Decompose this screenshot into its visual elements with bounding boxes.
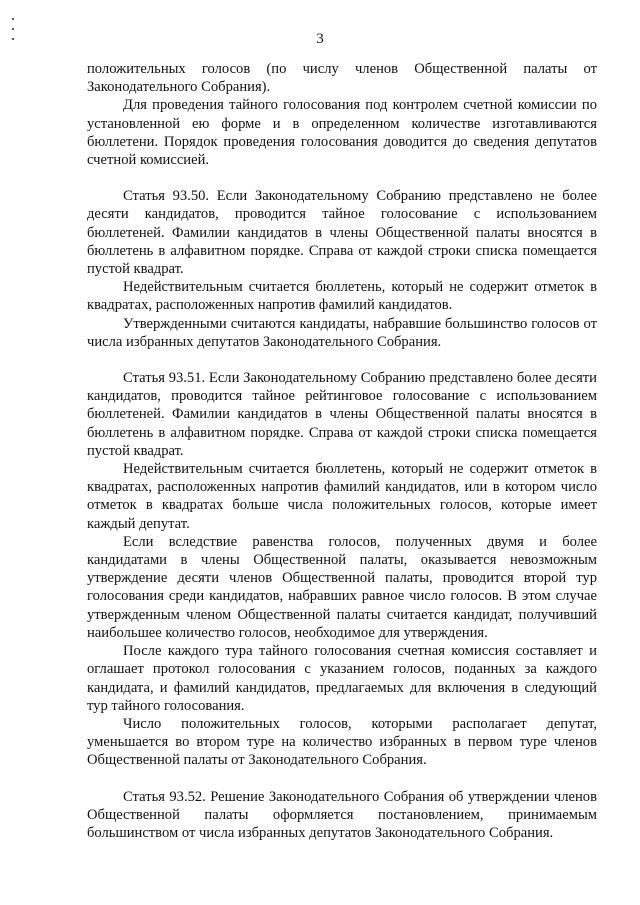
paragraph: Недействительным считается бюллетень, который не содержит отметок в квадратах, расположенных напротив фамилий кандидатов, или в котором число отметок в квадратах больше числа положительных голосов, которые имеет каждый депутат.: [87, 461, 597, 532]
paragraph: Статья 93.51. Если Законодательному Собранию представлено более десяти кандидатов, проводится тайное рейтинговое голосование с использованием бюллетеней. Фамилии кандидатов в члены Общественной палаты вносятся в бюллетень в алфавитном порядке. Справа от каждой строки списка помещается пустой квадрат.: [87, 370, 597, 459]
paragraph-gap: [87, 770, 597, 788]
paragraph: Статья 93.52. Решение Законодательного Собрания об утверждении членов Общественной палаты оформляется постановлением, принимаемым большинством от числа избранных депутатов Законодательного Собрания.: [87, 788, 597, 841]
paragraph-gap: [87, 351, 597, 369]
paragraph: После каждого тура тайного голосования счетная комиссия составляет и оглашает протокол голосования с указанием голосов, поданных за каждого кандидата, и фамилий кандидатов, предлагаемых для включения в следующий тур тайного голосования.: [87, 643, 597, 714]
paragraph: Статья 93.50. Если Законодательному Собранию представлено не более десяти кандидатов, проводится тайное голосование с использованием бюллетеней. Фамилии кандидатов в члены Общественной палаты вносятся в бюллетень в алфавитном порядке. Справа от каждой строки списка помещается пустой квадрат.: [87, 188, 597, 278]
paragraph-gap: [87, 169, 597, 187]
paragraph: Для проведения тайного голосования под контролем счетной комиссии по установленной ею форме и в определенном количестве изготавливаются бюллетени. Порядок проведения голосования доводится до сведения депутатов счетной комиссией.: [87, 97, 597, 169]
document-body: [87, 60, 597, 842]
paragraph: Недействительным считается бюллетень, который не содержит отметок в квадратах, расположенных напротив фамилий кандидатов.: [87, 279, 597, 314]
page-number: 3: [316, 31, 324, 47]
paragraph: Утвержденными считаются кандидаты, набравшие большинство голосов от числа избранных депутатов Законодательного Собрания.: [87, 315, 597, 350]
paragraph: Число положительных голосов, которыми располагает депутат, уменьшается во втором туре на количество избранных в первом туре членов Общественной палаты от Законодательного Собрания.: [87, 715, 597, 769]
paragraph: Если вследствие равенства голосов, полученных двумя и более кандидатами в члены Общественной палаты, оказывается невозможным утверждение десяти членов Общественной палаты, проводится второй тур голосования среди кандидатов, набравших равное число голосов. В этом случае утвержденным членом Общественной палаты считается кандидат, получивший наибольшее количество голосов, необходимое для утверждения.: [87, 533, 597, 641]
margin-mark: [12, 18, 14, 20]
paragraph: положительных голосов (по числу членов Общественной палаты от Законодательного Собрания).: [87, 61, 597, 96]
